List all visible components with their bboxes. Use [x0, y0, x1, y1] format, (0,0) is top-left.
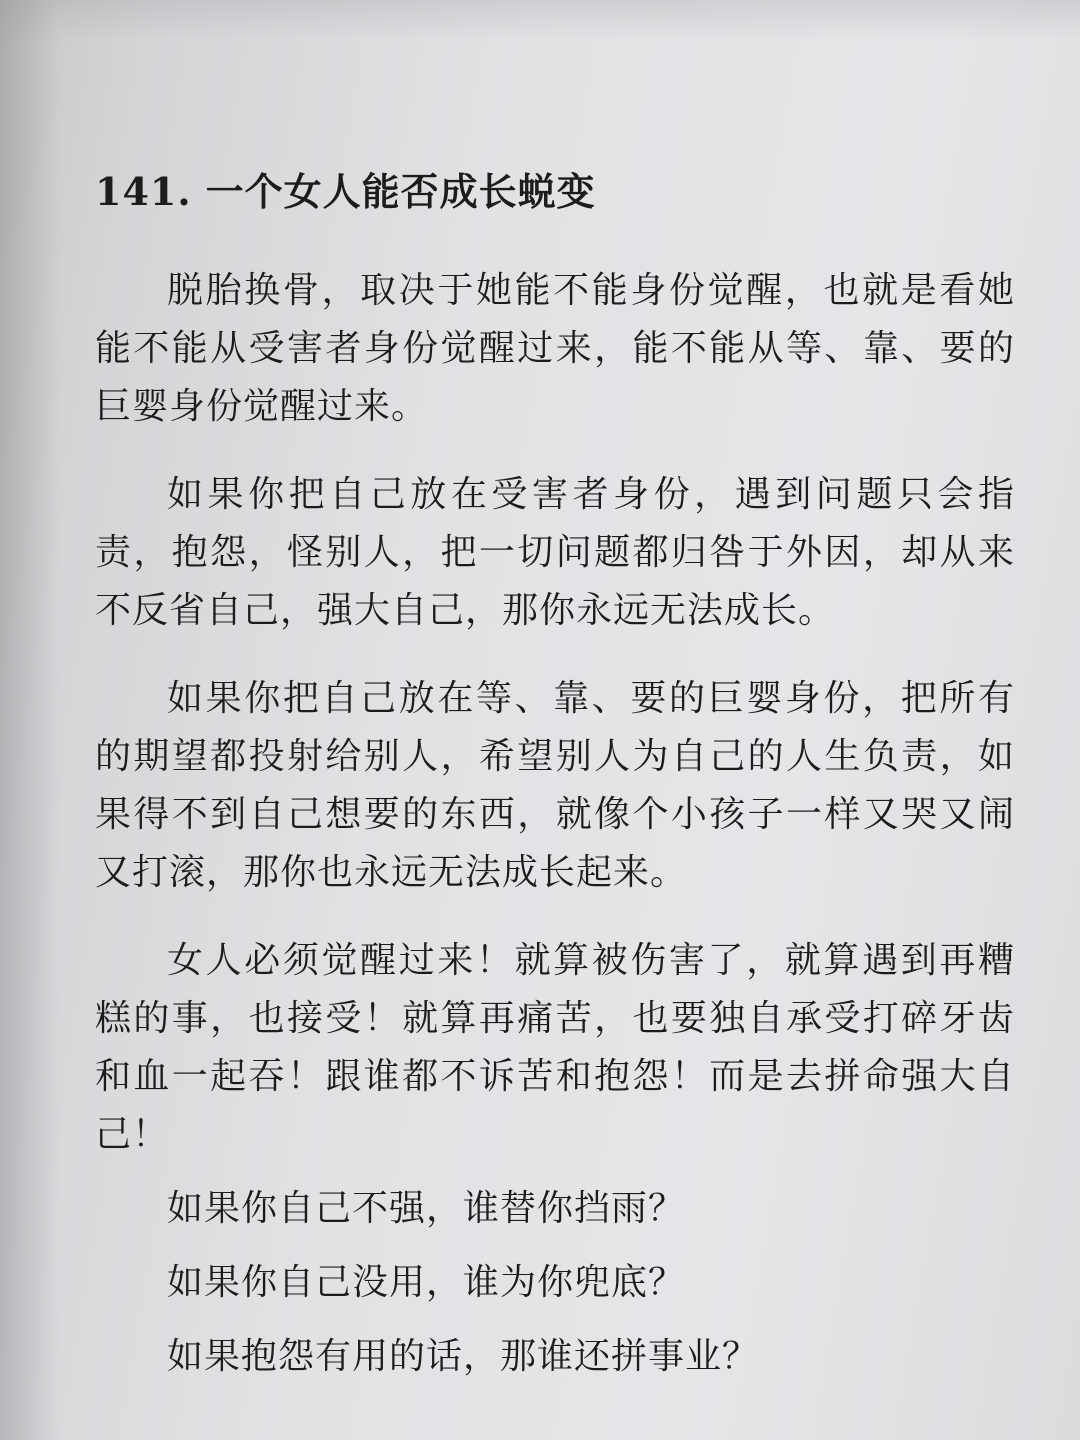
paragraph: 如果抱怨有用的话，那谁还拼事业？ — [167, 1336, 760, 1377]
body-text — [95, 262, 1015, 1402]
paragraph: 女人必须觉醒过来！就算被伤害了，就算遇到再糟糕的事，也接受！就算再痛苦，也要独自承受打碎牙齿和血一起吞！跟谁都不诉苦和抱怨！而是去拼命强大自己！ — [95, 940, 1015, 1155]
paragraph: 脱胎换骨，取决于她能不能身份觉醒，也就是看她能不能从受害者身份觉醒过来，能不能从等、靠、要的巨婴身份觉醒过来。 — [95, 270, 1015, 427]
page-shadow-edge — [0, 0, 60, 1440]
paragraph: 如果你把自己放在受害者身份，遇到问题只会指责，抱怨，怪别人，把一切问题都归咎于外因，却从来不反省自己，强大自己，那你永远无法成长。 — [95, 474, 1015, 631]
paragraph: 如果你把自己放在等、靠、要的巨婴身份，把所有的期望都投射给别人，希望别人为自己的人生负责，如果得不到自己想要的东西，就像个小孩子一样又哭又闹又打滚，那你也永远无法成长起来。 — [95, 678, 1015, 893]
section-title: 一个女人能否成长蜕变 — [205, 169, 596, 214]
section-heading — [95, 162, 995, 222]
page-top-shadow — [0, 0, 1080, 40]
paragraph: 如果你自己不强，谁替你挡雨？ — [167, 1188, 686, 1229]
section-number: 141. — [95, 169, 192, 214]
paragraph: 如果你自己没用，谁为你兜底？ — [167, 1262, 686, 1303]
